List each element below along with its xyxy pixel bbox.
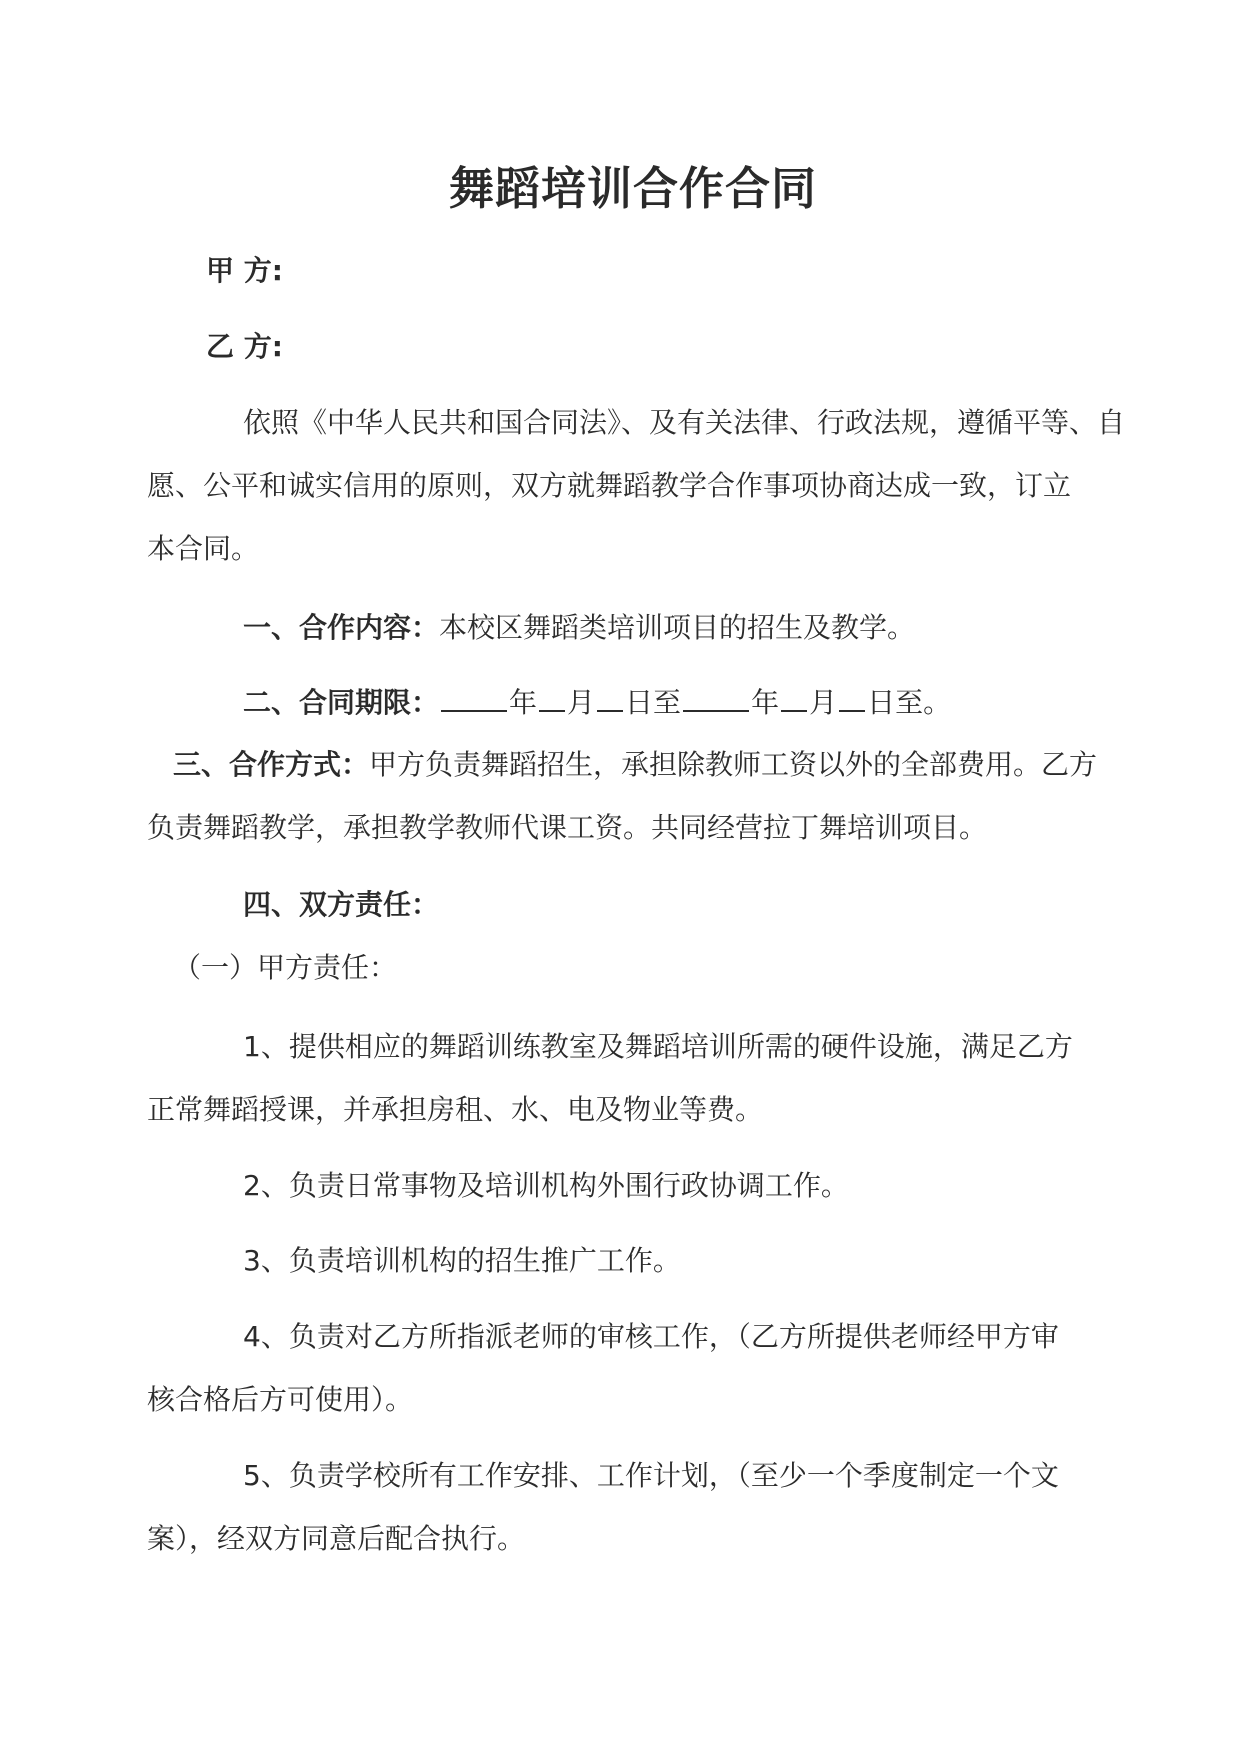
section-4-sub-a: （一）甲方责任：: [173, 951, 398, 984]
item-5-line-1: 5、负责学校所有工作安排、工作计划，（至少一个季度制定一个文: [243, 1459, 1059, 1492]
end-day-unit: 日至。: [867, 686, 952, 719]
intro-line-1: 依照《中华人民共和国合同法》、及有关法律、行政法规，遵循平等、自: [243, 406, 1126, 439]
section-3-heading: 三、合作方式：: [173, 748, 370, 781]
start-year-blank[interactable]: [441, 682, 507, 712]
end-day-blank[interactable]: [839, 682, 865, 712]
start-month-unit: 月: [567, 686, 596, 719]
section-1: [243, 608, 915, 648]
item-2: 2、负责日常事物及培训机构外围行政协调工作。: [243, 1169, 849, 1202]
start-day-blank[interactable]: [597, 682, 623, 712]
intro-line-2: 愿、公平和诚实信用的原则，双方就舞蹈教学合作事项协商达成一致，订立: [147, 469, 1072, 502]
start-month-blank[interactable]: [539, 682, 565, 712]
end-year-unit: 年: [751, 686, 780, 719]
section-3-text-2: 负责舞蹈教学，承担教学教师代课工资。共同经营拉丁舞培训项目。: [147, 811, 988, 844]
start-day-unit: 日至: [625, 686, 682, 719]
item-1-line-1: 1、提供相应的舞蹈训练教室及舞蹈培训所需的硬件设施，满足乙方: [243, 1030, 1073, 1063]
party-b-label: 乙 方:: [206, 330, 283, 363]
item-3: 3、负责培训机构的招生推广工作。: [243, 1244, 681, 1277]
section-3: [173, 745, 1097, 785]
document-title: 舞蹈培训合作合同: [448, 162, 817, 215]
end-month-blank[interactable]: [781, 682, 807, 712]
section-2-heading: 二、合同期限：: [243, 686, 440, 719]
item-5-line-2: 案），经双方同意后配合执行。: [147, 1522, 526, 1555]
item-4-line-1: 4、负责对乙方所指派老师的审核工作，（乙方所提供老师经甲方审: [243, 1320, 1059, 1353]
item-1-line-2: 正常舞蹈授课，并承担房租、水、电及物业等费。: [147, 1093, 764, 1126]
section-3-text-1: 甲方负责舞蹈招生，承担除教师工资以外的全部费用。乙方: [369, 748, 1098, 781]
intro-line-3: 本合同。: [147, 532, 260, 565]
item-4-line-2: 核合格后方可使用）。: [147, 1383, 414, 1416]
start-year-unit: 年: [509, 686, 538, 719]
party-a-label: 甲 方:: [206, 254, 283, 287]
section-1-text: 本校区舞蹈类培训项目的招生及教学。: [439, 611, 916, 644]
section-4-heading: 四、双方责任：: [243, 888, 440, 921]
section-2: [243, 682, 951, 723]
end-month-unit: 月: [809, 686, 838, 719]
section-1-heading: 一、合作内容：: [243, 611, 440, 644]
end-year-blank[interactable]: [683, 682, 749, 712]
